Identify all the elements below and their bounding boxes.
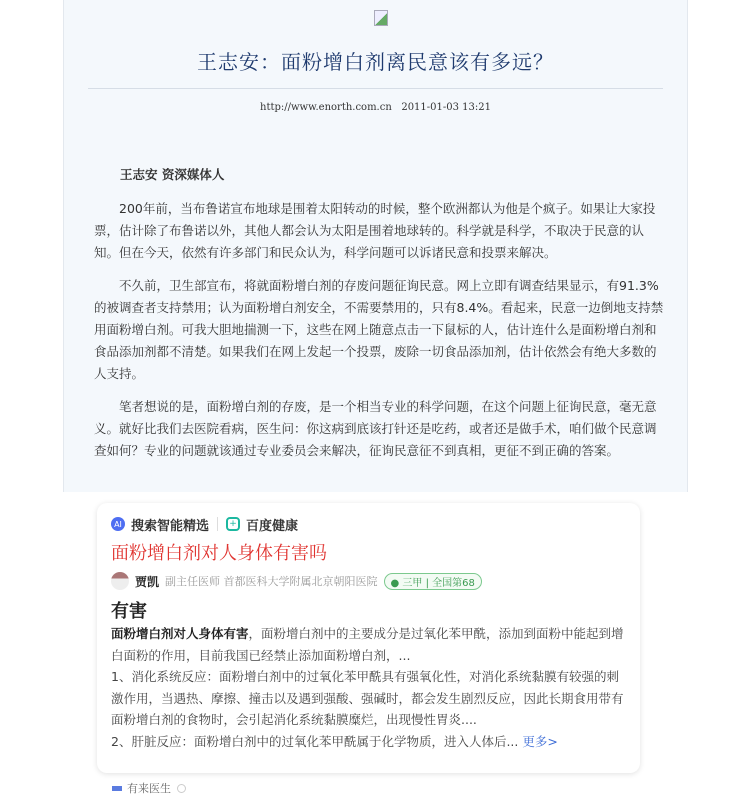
lead-bold: 面粉增白剂对人身体有害 <box>111 626 249 641</box>
news-article <box>63 0 688 492</box>
publish-date: 2011-01-03 13:21 <box>401 102 491 113</box>
point-2: 2、肝脏反应：面粉增白剂中的过氧化苯甲酰属于化学物质，进入人体后... <box>111 733 519 749</box>
card-source-row <box>111 513 626 535</box>
hospital-badge: ● 三甲 | 全国第68 <box>384 573 482 590</box>
footer-site[interactable]: 有来医生 <box>127 782 171 795</box>
doctor-name[interactable]: 贾凯 <box>135 574 160 589</box>
doctor-avatar <box>111 572 129 590</box>
baidu-health-icon: + <box>226 517 240 531</box>
youlai-logo-icon <box>112 786 122 791</box>
source-link[interactable]: http://www.enorth.com.cn <box>260 102 392 113</box>
question-title[interactable]: 面粉增白剂对人身体有害吗 <box>111 543 327 564</box>
article-title: 王志安：面粉增白剂离民意该有多远？ <box>197 50 554 74</box>
search-answer-card <box>97 503 640 773</box>
ai-icon: AI <box>111 517 125 531</box>
more-link[interactable]: 更多> <box>522 733 558 749</box>
paragraph: 笔者想说的是，面粉增白剂的存废，是一个相当专业的科学问题，在这个问题上征询民意，毫无意义。就好比我们去医院看病，医生问：你这病到底该打针还是吃药，或者还是做手术，咱们做个民意调查如何？专业的问题就该通过专业委员会来解决，征询民意征不到真相，更征不到正确的答案。 <box>94 399 657 458</box>
doctor-row <box>111 567 626 595</box>
answer-text <box>111 623 626 752</box>
lead-text: ，面粉增白剂中的主要成分是过氧化苯甲酰，添加到面粉中能起到增白面粉的作用，目前我国已经禁止添加面粉增白剂，... <box>111 626 624 663</box>
article-body <box>94 164 666 473</box>
separator <box>217 517 218 531</box>
paragraph: 不久前，卫生部宣布，将就面粉增白剂的存废问题征询民意。网上立即有调查结果显示，有91.3%的被调查者支持禁用；认为面粉增白剂安全，不需要禁用的，只有8.4%。看起来，民意一边倒地支持禁用面粉增白剂。可我大胆地揣测一下，这些在网上随意点击一下鼠标的人，估计连什么是面粉增白剂和食品添加剂都不清楚。如果我们在网上发起一个投票，废除一切食品添加剂，估计依然会有绝大多数的人支持。 <box>94 278 664 381</box>
source-health-label: 百度健康 <box>246 518 299 534</box>
divider <box>88 88 663 89</box>
broken-image-icon <box>374 10 388 26</box>
footer-source <box>112 780 186 796</box>
source-ai-label: 搜索智能精选 <box>131 518 210 534</box>
badge-text: 三甲 | 全国第68 <box>402 577 475 589</box>
paragraph: 200年前，当布鲁诺宣布地球是围着太阳转动的时候，整个欧洲都认为他是个疯子。如果让大家投票，估计除了布鲁诺以外，其他人都会认为太阳是围着地球转的。科学就是科学，不取决于民意的认知。但在今天，依然有许多部门和民众认为，科学问题可以诉诸民意和投票来解决。 <box>94 201 656 260</box>
author-line: 王志安 资深媒体人 <box>120 167 225 182</box>
point-1: 1、消化系统反应：面粉增白剂中的过氧化苯甲酰具有强氧化性，对消化系统黏膜有较强的刺激作用，当遇热、摩擦、撞击以及遇到强酸、强碱时，都会发生剧烈反应，因此长期食用带有面粉增白剂的食物时，会引起消化系统黏膜糜烂，出现慢性胃炎.... <box>111 669 624 727</box>
hospital-name: 首都医科大学附属北京朝阳医院 <box>223 575 378 588</box>
article-meta <box>64 102 687 113</box>
verdict: 有害 <box>111 601 147 622</box>
info-icon[interactable] <box>177 784 186 793</box>
doctor-title: 副主任医师 <box>165 575 221 588</box>
